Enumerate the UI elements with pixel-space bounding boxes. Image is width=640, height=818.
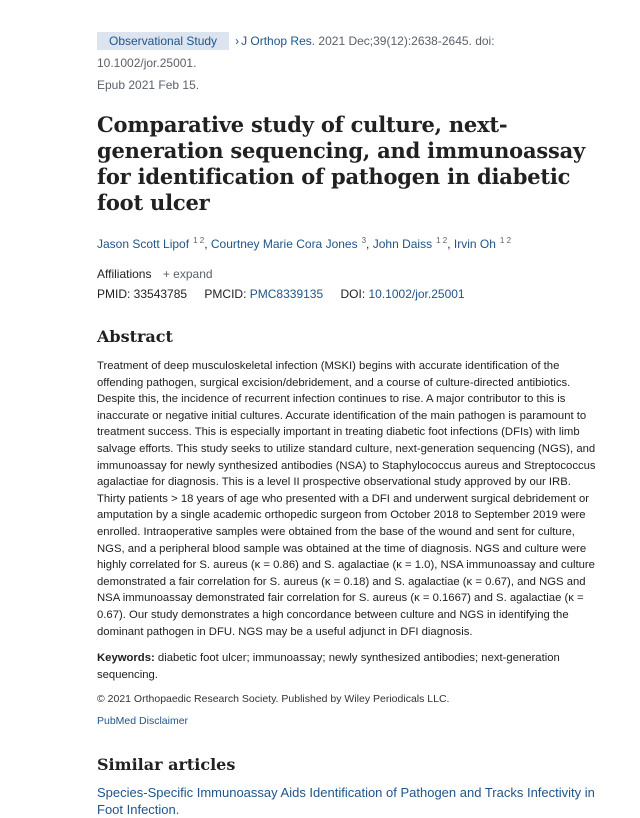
citation-line — [97, 30, 597, 96]
doi-link[interactable]: 10.1002/jor.25001 — [368, 287, 465, 301]
affiliations-label: Affiliations — [97, 267, 152, 281]
keywords-text: diabetic foot ulcer; immunoassay; newly synthesized antibodies; next-generation sequencing. — [97, 652, 560, 681]
identifiers-row — [97, 285, 597, 303]
keywords — [97, 650, 597, 683]
citation-text: . 2021 Dec;39(12):2638-2645. doi: 10.1002/jor.25001. — [97, 34, 495, 70]
similar-article-link[interactable]: Species-Specific Immunoassay Aids Identification of Pathogen and Tracks Infectivity in Foot Infection. — [97, 785, 595, 818]
affiliation-ref[interactable]: 1 2 — [193, 236, 205, 245]
pmid: PMID: 33543785 — [97, 287, 188, 301]
author-link[interactable]: Irvin Oh — [453, 237, 496, 251]
epub-date: Epub 2021 Feb 15. — [97, 78, 200, 92]
affiliation-ref[interactable]: 3 — [361, 236, 367, 245]
publication-type-tag[interactable]: Observational Study — [97, 32, 229, 50]
doi-label: DOI: — [340, 287, 369, 301]
article-page — [97, 30, 597, 818]
chevron-right-icon: › — [235, 34, 240, 48]
pubmed-disclaimer-link[interactable]: PubMed Disclaimer — [97, 715, 189, 728]
author-link[interactable]: Courtney Marie Cora Jones — [210, 237, 358, 251]
affiliation-ref[interactable]: 1 2 — [499, 236, 512, 245]
expand-affiliations-button[interactable]: + expand — [162, 267, 213, 281]
abstract-text: Treatment of deep musculoskeletal infection (MSKI) begins with accurate identification of the offending pathogen, surgical excision/debridement, and a course of culture-directed antibiotics. Despite this, the incidence of recurrent infection continues to rise. A major contributor to this is inaccurate or negative initial cultures. Accurate identification of the main pathogen is paramount to treatment success. This is especially important in treating diabetic foot infections (DFIs) with limb salvage efforts. This study seeks to utilize standard culture, next-generation sequencing (NGS), and immunoassay for newly synthesized antibodies (NSA) to Staphylococcus aureus and Streptococcus agalactiae for diagnosis. This is a level II prospective observational study approved by our IRB. Thirty patients > 18 years of age who presented with a DFI and underwent surgical debridement or amputation by a single academic orthopedic surgeon from October 2018 to September 2019 were enrolled. Intraoperative samples were obtained from the base of the wound and sent for culture, NGS, and a peripheral blood sample was obtained at the time of diagnosis. NGS and culture were highly correlated for S. aureus (κ = 0.86) and S. agalactiae (κ = 1.0), NSA immunoassay and culture demonstrated a fair correlation for S. aureus (κ = 0.18) and S. agalactiae (κ = 0.67), and NGS and NSA immunoassay demonstrated fair correlation for S. aureus (κ = 0.1667) and S. agalactiae (κ = 0.67). Our study demonstrates a high concordance between culture and NGS in identifying the dominant pathogen in DFU. NGS may be a useful adjunct in DFI diagnosis. — [97, 360, 596, 638]
author-link[interactable]: John Daiss — [372, 237, 433, 251]
affiliations-row — [97, 265, 597, 283]
journal-link[interactable]: J Orthop Res — [241, 34, 312, 48]
abstract-heading: Abstract — [97, 327, 173, 346]
keywords-label: Keywords: — [97, 652, 155, 665]
pmcid-link[interactable]: PMC8339135 — [249, 287, 324, 301]
similar-articles-heading: Similar articles — [97, 755, 236, 775]
article-title: Comparative study of culture, next-generation sequencing, and immunoassay for identification of pathogen in diabetic foot ulcer — [97, 112, 586, 215]
copyright: © 2021 Orthopaedic Research Society. Published by Wiley Periodicals LLC. — [97, 693, 450, 706]
author-link[interactable]: Jason Scott Lipof — [97, 237, 190, 251]
pmcid-label: PMCID: — [204, 287, 250, 301]
affiliation-ref[interactable]: 1 2 — [436, 236, 448, 245]
authors-list: Jason Scott Lipof $^{1 2}$, Courtney Marie Cora Jones $^3$, John Daiss $^{1 2}$, Irvin Oh $^{1 2}$ — [97, 236, 512, 251]
